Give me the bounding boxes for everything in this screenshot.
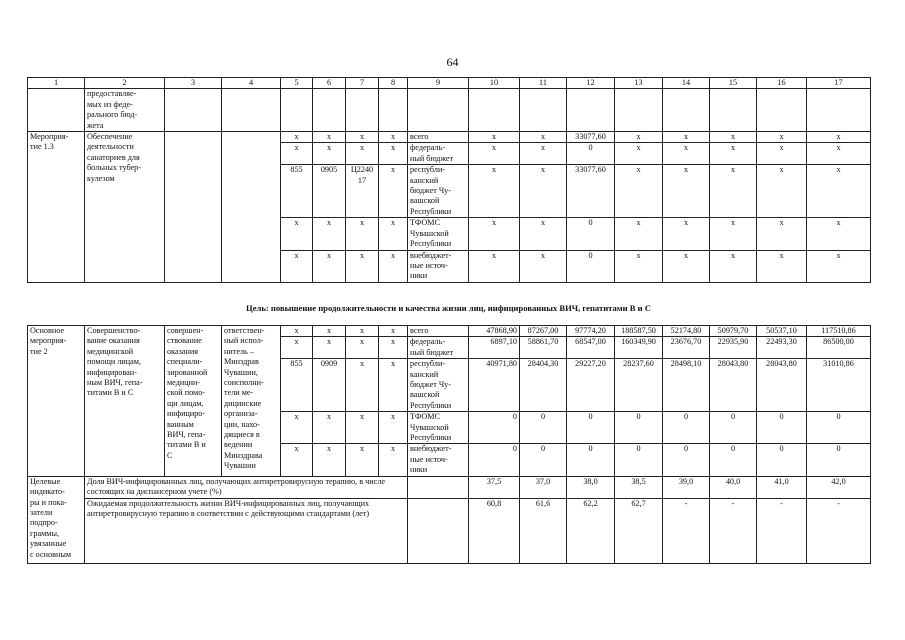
table-cell: х bbox=[469, 132, 520, 143]
table-cell bbox=[807, 89, 871, 132]
table-cell: х bbox=[313, 143, 346, 165]
table-cell: х bbox=[615, 165, 663, 218]
table-cell: х bbox=[757, 165, 807, 218]
table-cell: х bbox=[379, 250, 408, 282]
table-cell: 22493,30 bbox=[757, 337, 807, 359]
table-cell: 855 bbox=[281, 165, 313, 218]
table-cell: х bbox=[313, 132, 346, 143]
table-cell: 0 bbox=[615, 444, 663, 476]
table-cell: 117510,86 bbox=[807, 326, 871, 337]
column-number-cell: 9 bbox=[408, 78, 469, 89]
table-cell: х bbox=[281, 444, 313, 476]
table-cell: х bbox=[807, 132, 871, 143]
column-number-cell: 11 bbox=[520, 78, 567, 89]
table-cell: 0 bbox=[469, 444, 520, 476]
table-cell: - bbox=[757, 498, 807, 563]
table-cell: х bbox=[346, 412, 379, 444]
responsible-executor: ответствен- ный испол- нитель – Минздрав Чувашии, соисполни- тели ме- дицинские организа- ции, нахо- дящиеся в ведении Минздрава Чувашии bbox=[222, 326, 281, 477]
table-cell bbox=[281, 89, 313, 132]
table-cell: х bbox=[346, 250, 379, 282]
table-cell bbox=[615, 89, 663, 132]
table-cell bbox=[379, 89, 408, 132]
table-cell: 97774,20 bbox=[567, 326, 615, 337]
indicator-text: Ожидаемая продолжительность жизни ВИЧ-инфицированных лиц, получающих антиретровирусную терапию в соответствии с действующими стандартами (лет) bbox=[85, 498, 408, 563]
table-cell: х bbox=[281, 218, 313, 250]
table-cell: 0 bbox=[567, 412, 615, 444]
table-cell: х bbox=[469, 165, 520, 218]
table-cell: 0 bbox=[520, 412, 567, 444]
table-cell: х bbox=[807, 143, 871, 165]
funding-source: внебюджет- ные источ- ники bbox=[408, 250, 469, 282]
table-cell: 38,5 bbox=[615, 476, 663, 498]
indicator-row bbox=[28, 498, 871, 563]
table-cell: х bbox=[520, 165, 567, 218]
table-cell: х bbox=[663, 132, 710, 143]
table-cell bbox=[165, 89, 222, 132]
table-cell: 38,0 bbox=[567, 476, 615, 498]
indicator-row bbox=[28, 476, 871, 498]
indicator-text: Доля ВИЧ-инфицированных лиц, получающих антиретровирусную терапию, в числе состоящих на диспансерном учете (%) bbox=[85, 476, 408, 498]
table-cell: х bbox=[710, 143, 757, 165]
table-cell: 28237,60 bbox=[615, 359, 663, 412]
table-cell: - bbox=[663, 498, 710, 563]
column-number-cell: 2 bbox=[85, 78, 165, 89]
table-cell: 0 bbox=[757, 444, 807, 476]
table-cell: 62,7 bbox=[615, 498, 663, 563]
table-cell: х bbox=[710, 218, 757, 250]
table-cell: х bbox=[520, 218, 567, 250]
table-cell: х bbox=[757, 143, 807, 165]
table-cell: х bbox=[346, 218, 379, 250]
table-cell: 28498,10 bbox=[663, 359, 710, 412]
table-cell: 61,6 bbox=[520, 498, 567, 563]
table-cell: х bbox=[379, 412, 408, 444]
table-cell: х bbox=[615, 143, 663, 165]
table-cell: 28043,80 bbox=[710, 359, 757, 412]
table-cell: 0 bbox=[567, 444, 615, 476]
column-number-cell: 3 bbox=[165, 78, 222, 89]
table-cell: х bbox=[281, 143, 313, 165]
table-cell: 47868,90 bbox=[469, 326, 520, 337]
table-cell: 23676,70 bbox=[663, 337, 710, 359]
funding-source: ТФОМС Чувашской Республики bbox=[408, 218, 469, 250]
table-cell: 50537,10 bbox=[757, 326, 807, 337]
table-cell: х bbox=[313, 412, 346, 444]
table-cell: х bbox=[281, 132, 313, 143]
table-cell: х bbox=[346, 444, 379, 476]
table-cell bbox=[469, 89, 520, 132]
column-number-cell: 12 bbox=[567, 78, 615, 89]
table-cell: 0 bbox=[520, 444, 567, 476]
main-measure-label: Основное мероприя- тие 2 bbox=[28, 326, 85, 477]
main-measure-2-row bbox=[28, 326, 871, 337]
table-cell: х bbox=[346, 337, 379, 359]
table-cell: х bbox=[663, 218, 710, 250]
funding-source: всего bbox=[408, 326, 469, 337]
table-cell: 0905 bbox=[313, 165, 346, 218]
table-cell: х bbox=[379, 165, 408, 218]
table-cell: 160349,90 bbox=[615, 337, 663, 359]
table-cell: х bbox=[663, 165, 710, 218]
table-cell: 42,0 bbox=[807, 476, 871, 498]
table-cell: 0909 bbox=[313, 359, 346, 412]
table-cell bbox=[408, 498, 469, 563]
table-cell: 58861,70 bbox=[520, 337, 567, 359]
funding-source: ТФОМС Чувашской Республики bbox=[408, 412, 469, 444]
table-cell: 28404,30 bbox=[520, 359, 567, 412]
table-cell: 0 bbox=[469, 412, 520, 444]
column-number-cell: 15 bbox=[710, 78, 757, 89]
table-cell: 0 bbox=[710, 444, 757, 476]
table-cell bbox=[663, 89, 710, 132]
column-number-cell: 17 bbox=[807, 78, 871, 89]
table-cell: х bbox=[469, 250, 520, 282]
table-cell: х bbox=[710, 132, 757, 143]
table-cell: 33077,60 bbox=[567, 132, 615, 143]
funding-source: всего bbox=[408, 132, 469, 143]
table-cell: х bbox=[807, 165, 871, 218]
table-cell: 188587,50 bbox=[615, 326, 663, 337]
table-cell: х bbox=[807, 250, 871, 282]
table-cell: 37,0 bbox=[520, 476, 567, 498]
measure-1-3-row bbox=[28, 132, 871, 143]
column-number-cell: 13 bbox=[615, 78, 663, 89]
table-cell: х bbox=[313, 326, 346, 337]
table-cell: 0 bbox=[567, 250, 615, 282]
table-cell: 22935,90 bbox=[710, 337, 757, 359]
column-number-cell: 5 bbox=[281, 78, 313, 89]
funding-source: федераль- ный бюджет bbox=[408, 337, 469, 359]
table-cell bbox=[346, 89, 379, 132]
table-cell: х bbox=[313, 444, 346, 476]
funding-source: республи- канский бюджет Чу- вашской Республики bbox=[408, 165, 469, 218]
table-cell bbox=[165, 132, 222, 283]
continuation-row bbox=[28, 89, 871, 132]
table-cell: 0 bbox=[807, 412, 871, 444]
table-cell: х bbox=[757, 250, 807, 282]
table-cell: 855 bbox=[281, 359, 313, 412]
table-cell: 86500,00 bbox=[807, 337, 871, 359]
table-cell bbox=[28, 89, 85, 132]
column-number-cell: 6 bbox=[313, 78, 346, 89]
page-number: 64 bbox=[446, 55, 459, 69]
table-cell: х bbox=[379, 359, 408, 412]
header-row bbox=[28, 78, 871, 89]
table-cell: 50979,70 bbox=[710, 326, 757, 337]
measure-description: Обеспечение деятельности санаториев для больных тубер- кулезом bbox=[85, 132, 165, 283]
table-cell: х bbox=[281, 337, 313, 359]
table-cell: 41,0 bbox=[757, 476, 807, 498]
table-cell: 0 bbox=[663, 412, 710, 444]
table-cell: х bbox=[469, 218, 520, 250]
table-cell: х bbox=[710, 165, 757, 218]
table-cell: - bbox=[807, 498, 871, 563]
table-cell: х bbox=[346, 359, 379, 412]
table-cell bbox=[710, 89, 757, 132]
table-cell: х bbox=[757, 218, 807, 250]
table-cell: 0 bbox=[807, 444, 871, 476]
column-number-cell: 10 bbox=[469, 78, 520, 89]
column-number-cell: 4 bbox=[222, 78, 281, 89]
table-cell: 68547,00 bbox=[567, 337, 615, 359]
table-cell: х bbox=[520, 132, 567, 143]
column-number-cell: 8 bbox=[379, 78, 408, 89]
table-cell: х bbox=[346, 143, 379, 165]
table-cell: х bbox=[346, 132, 379, 143]
measure-label: Мероприя- тие 1.3 bbox=[28, 132, 85, 283]
column-number-cell: 1 bbox=[28, 78, 85, 89]
table-cell: 29227,20 bbox=[567, 359, 615, 412]
table-cell: х bbox=[379, 337, 408, 359]
table-cell: х bbox=[379, 143, 408, 165]
table-cell bbox=[222, 89, 281, 132]
main-measure-task: совершен- ствование оказания специали- зированной медицин- ской помо- щи лицам, инфициро- ванным ВИЧ, гепа- титами В и С bbox=[165, 326, 222, 477]
table-cell: 33077,60 bbox=[567, 165, 615, 218]
table-cell: х bbox=[615, 132, 663, 143]
table-cell: 6897,10 bbox=[469, 337, 520, 359]
table-cell: х bbox=[313, 218, 346, 250]
table-cell: Ц2240 17 bbox=[346, 165, 379, 218]
table-cell: х bbox=[281, 412, 313, 444]
table-cell: 0 bbox=[567, 218, 615, 250]
table-cell: 0 bbox=[757, 412, 807, 444]
table-cell: 28043,80 bbox=[757, 359, 807, 412]
table-cell: х bbox=[520, 250, 567, 282]
table-cell: х bbox=[379, 132, 408, 143]
table-cell: 31010,86 bbox=[807, 359, 871, 412]
table-cell: 0 bbox=[710, 412, 757, 444]
table-cell bbox=[520, 89, 567, 132]
table-cell: х bbox=[313, 250, 346, 282]
table-cell: х bbox=[469, 143, 520, 165]
table-cell bbox=[222, 132, 281, 283]
funding-source: внебюджет- ные источ- ники bbox=[408, 444, 469, 476]
table-cell: х bbox=[615, 250, 663, 282]
table-cell: х bbox=[615, 218, 663, 250]
table-cell: 39,0 bbox=[663, 476, 710, 498]
column-number-cell: 14 bbox=[663, 78, 710, 89]
table-cell bbox=[313, 89, 346, 132]
table-cell bbox=[408, 89, 469, 132]
table-cell bbox=[567, 89, 615, 132]
table-cell: х bbox=[807, 218, 871, 250]
table-cell: х bbox=[313, 337, 346, 359]
table-cell: х bbox=[520, 143, 567, 165]
table-cell: 0 bbox=[567, 143, 615, 165]
main-measure-description: Совершенство- вание оказания медицинской помощи лицам, инфицирован- ным ВИЧ, гепа- титами В и С bbox=[85, 326, 165, 477]
column-number-cell: 16 bbox=[757, 78, 807, 89]
table-cell: 62,2 bbox=[567, 498, 615, 563]
column-number-cell: 7 bbox=[346, 78, 379, 89]
table-cell bbox=[408, 476, 469, 498]
table-cell: х bbox=[757, 132, 807, 143]
table-cell: х bbox=[281, 250, 313, 282]
table-cell: х bbox=[379, 326, 408, 337]
table-cell bbox=[757, 89, 807, 132]
continuation-text: предоставляе- мых из феде- рального бюд- жета bbox=[85, 89, 165, 132]
table-cell: х bbox=[710, 250, 757, 282]
funding-source: республи- канский бюджет Чу- вашской Республики bbox=[408, 359, 469, 412]
goal-heading: Цель: повышение продолжительности и качества жизни лиц, инфицированных ВИЧ, гепатитами В и С bbox=[246, 303, 651, 313]
table-cell: 37,5 bbox=[469, 476, 520, 498]
table-cell: 0 bbox=[615, 412, 663, 444]
table-cell: - bbox=[710, 498, 757, 563]
table-cell: 40971,80 bbox=[469, 359, 520, 412]
table-cell: 60,8 bbox=[469, 498, 520, 563]
table-cell: х bbox=[346, 326, 379, 337]
indicators-label: Целевые индикато- ры и пока- затели подпро- граммы, увязанные с основным bbox=[28, 476, 85, 563]
funding-source: федераль- ный бюджет bbox=[408, 143, 469, 165]
table-cell: х bbox=[379, 218, 408, 250]
table-part-2 bbox=[27, 325, 871, 564]
table-cell: х bbox=[281, 326, 313, 337]
table-cell: х bbox=[663, 143, 710, 165]
table-cell: 52174,80 bbox=[663, 326, 710, 337]
table-cell: 0 bbox=[663, 444, 710, 476]
table-cell: 87267,00 bbox=[520, 326, 567, 337]
table-cell: х bbox=[379, 444, 408, 476]
table-cell: х bbox=[663, 250, 710, 282]
table-part-1 bbox=[27, 77, 871, 283]
table-cell: 40,0 bbox=[710, 476, 757, 498]
